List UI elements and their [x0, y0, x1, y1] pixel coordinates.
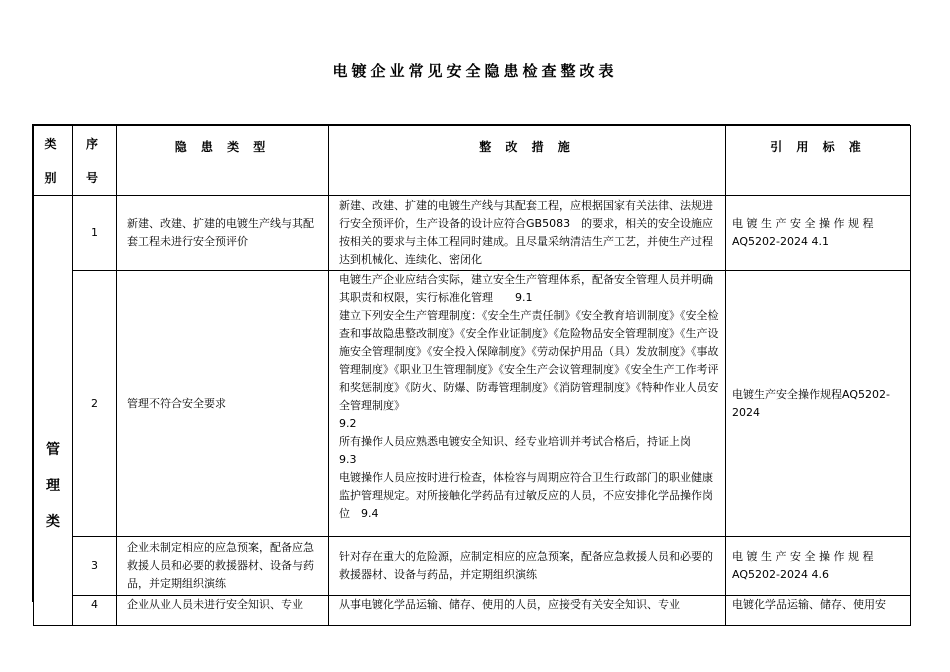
row-seq: 2	[73, 271, 117, 537]
row-hazard: 企业未制定相应的应急预案，配备应急救援人员和必要的救援器材、设备与药品，并定期组织演练	[117, 537, 329, 596]
row-reference: 电 镀 生 产 安 全 操 作 规 程 AQ5202-2024 4.1	[726, 196, 911, 271]
category-char-1: 管	[46, 441, 60, 458]
measure-paragraph: 针对存在重大的危险源，应制定相应的应急预案，配备应急救援人员和必要的救援器材、设备与药品，并定期组织演练	[339, 550, 713, 581]
measure-paragraph: 所有操作人员应熟悉电镀安全知识、经专业培训并考试合格后，持证上岗 9.3	[339, 435, 713, 466]
hazard-table	[32, 124, 910, 611]
row-reference: 电 镀 生 产 安 全 操 作 规 程 AQ5202-2024 4.6	[726, 537, 911, 596]
measure-paragraph: 建立下列安全生产管理制度：《安全生产责任制》《安全教育培训制度》《安全检查和事故隐患整改制度》《安全作业证制度》《危险物品安全管理制度》《生产设施安全管理制度》《安全投入保障制度》《劳动保护用品（具）发放制度》《事故管理制度》《职业卫生管理制度》《安全生产会议管理制度》《安全生产工作考评和奖惩制度》《防火、防爆、防毒管理制度》《消防管理制度》《特种作业人员安全管理制度》	[339, 309, 719, 412]
row-measures	[329, 537, 726, 596]
table-row	[34, 596, 911, 626]
row-measures	[329, 196, 726, 271]
header-measures: 整 改 措 施	[329, 126, 726, 196]
row-measures	[329, 271, 726, 537]
row-hazard	[117, 596, 329, 626]
measure-paragraph: 9.2	[339, 417, 357, 430]
row-measures	[329, 596, 726, 626]
header-category-line1: 类	[44, 136, 62, 151]
row-hazard: 管理不符合安全要求	[117, 271, 329, 537]
table-row	[34, 537, 911, 596]
row-reference: 电镀生产安全操作规程AQ5202-2024	[726, 271, 911, 537]
header-seq-line2: 号	[85, 170, 103, 185]
table-header-row	[34, 126, 911, 196]
header-category-line2: 别	[44, 170, 62, 185]
row-seq: 4	[73, 596, 117, 626]
measure-paragraph: 电镀操作人员应按时进行检查，体检容与周期应符合卫生行政部门的职业健康监护管理规定。对所接触化学药品有过敏反应的人员，不应安排化学品操作岗位 9.4	[339, 471, 713, 520]
row-seq: 1	[73, 196, 117, 271]
header-seq-line1: 序	[85, 136, 103, 151]
table-row	[34, 271, 911, 537]
category-char-2: 理	[46, 477, 60, 494]
measure-paragraph: 电镀生产企业应结合实际，建立安全生产管理体系，配备安全管理人员并明确其职责和权限，实行标准化管理 9.1	[339, 273, 713, 304]
row-reference	[726, 596, 911, 626]
measure-paragraph: 从事电镀化学品运输、储存、使用的人员，应接受有关安全知识、专业	[339, 598, 680, 611]
table-row	[34, 196, 911, 271]
header-seq	[73, 126, 117, 196]
category-cell	[34, 196, 73, 626]
row-reference-text: 电镀化学品运输、储存、使用安	[732, 598, 886, 611]
header-reference: 引 用 标 准	[726, 126, 911, 196]
header-hazard: 隐 患 类 型	[117, 126, 329, 196]
row-seq: 3	[73, 537, 117, 596]
page-title: 电镀企业常见安全隐患检查整改表	[332, 62, 618, 80]
row-hazard-text: 企业从业人员未进行安全知识、专业	[127, 598, 303, 611]
header-category	[34, 126, 73, 196]
measure-paragraph: 新建、改建、扩建的电镀生产线与其配套工程，应根据国家有关法律、法规进行安全预评价，生产设备的设计应符合GB5083 的要求，相关的安全设施应按相关的要求与主体工程同时建成。且尽量采纳清洁生产工艺，并使生产过程达到机械化、连续化、密闭化	[339, 199, 714, 266]
row-hazard: 新建、改建、扩建的电镀生产线与其配套工程未进行安全预评价	[117, 196, 329, 271]
category-char-3: 类	[46, 513, 60, 530]
